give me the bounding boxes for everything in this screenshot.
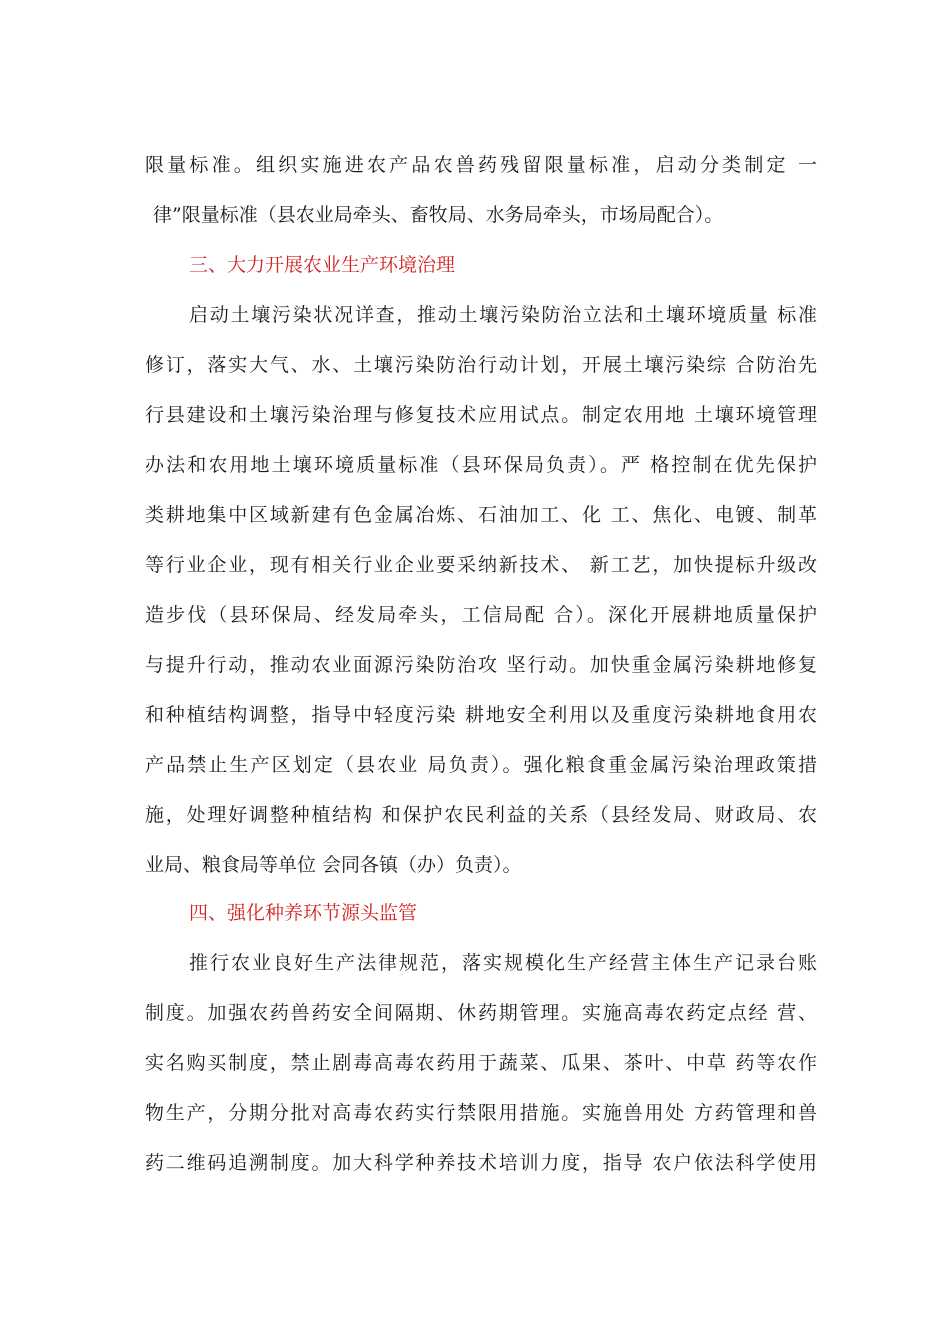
paragraph-soil-pollution bbox=[145, 290, 817, 890]
text-line: 推行农业良好生产法律规范，落实规模化生产经营主体生产记录台账 bbox=[189, 952, 817, 974]
text-line: 造步伐（县环保局、经发局牵头，工信局配 合）。深化开展耕地质量保护 bbox=[145, 604, 817, 626]
text-line: 和种植结构调整，指导中轻度污染 耕地安全利用以及重度污染耕地食用农 bbox=[145, 704, 817, 726]
text-line: 业局、粮食局等单位 会同各镇（办）负责）。 bbox=[145, 854, 522, 876]
text-line: 与提升行动，推动农业面源污染防治攻 坚行动。加快重金属污染耕地修复 bbox=[145, 654, 817, 676]
text-line: 限量标准。组织实施进农产品农兽药残留限量标准，启动分类制定 一 bbox=[145, 154, 817, 176]
text-line: 产品禁止生产区划定（县农业 局负责）。强化粮食重金属污染治理政策措 bbox=[145, 754, 817, 776]
text-line: 等行业企业，现有相关行业企业要采纳新技术、 新工艺，加快提标升级改 bbox=[145, 554, 817, 576]
paragraph-continuation bbox=[145, 140, 817, 240]
paragraph-source-supervision bbox=[145, 938, 817, 1188]
section-heading-3: 三、大力开展农业生产环境治理 bbox=[189, 254, 456, 276]
text-line: 行县建设和土壤污染治理与修复技术应用试点。制定农用地 土壤环境管理 bbox=[145, 404, 817, 426]
text-line: 物生产，分期分批对高毒农药实行禁限用措施。实施兽用处 方药管理和兽 bbox=[145, 1102, 817, 1124]
text-line: 实名购买制度，禁止剧毒高毒农药用于蔬菜、瓜果、茶叶、中草 药等农作 bbox=[145, 1052, 817, 1074]
text-line: 类耕地集中区域新建有色金属冶炼、石油加工、化 工、焦化、电镀、制革 bbox=[145, 504, 817, 526]
text-line: 施，处理好调整种植结构 和保护农民利益的关系（县经发局、财政局、农 bbox=[145, 804, 817, 826]
text-line: 办法和农用地土壤环境质量标准（县环保局负责）。严 格控制在优先保护 bbox=[145, 454, 817, 476]
text-line: 律”限量标准（县农业局牵头、畜牧局、水务局牵头，市场局配合）。 bbox=[153, 204, 724, 226]
text-line: 制度。加强农药兽药安全间隔期、休药期管理。实施高毒农药定点经 营、 bbox=[145, 1002, 817, 1024]
text-line: 启动土壤污染状况详查，推动土壤污染防治立法和土壤环境质量 标准 bbox=[189, 304, 817, 326]
section-heading-4: 四、强化种养环节源头监管 bbox=[189, 902, 418, 924]
text-line: 修订，落实大气、水、土壤污染防治行动计划，开展土壤污染综 合防治先 bbox=[145, 354, 817, 376]
text-line: 药二维码追溯制度。加大科学种养技术培训力度，指导 农户依法科学使用 bbox=[145, 1152, 817, 1174]
